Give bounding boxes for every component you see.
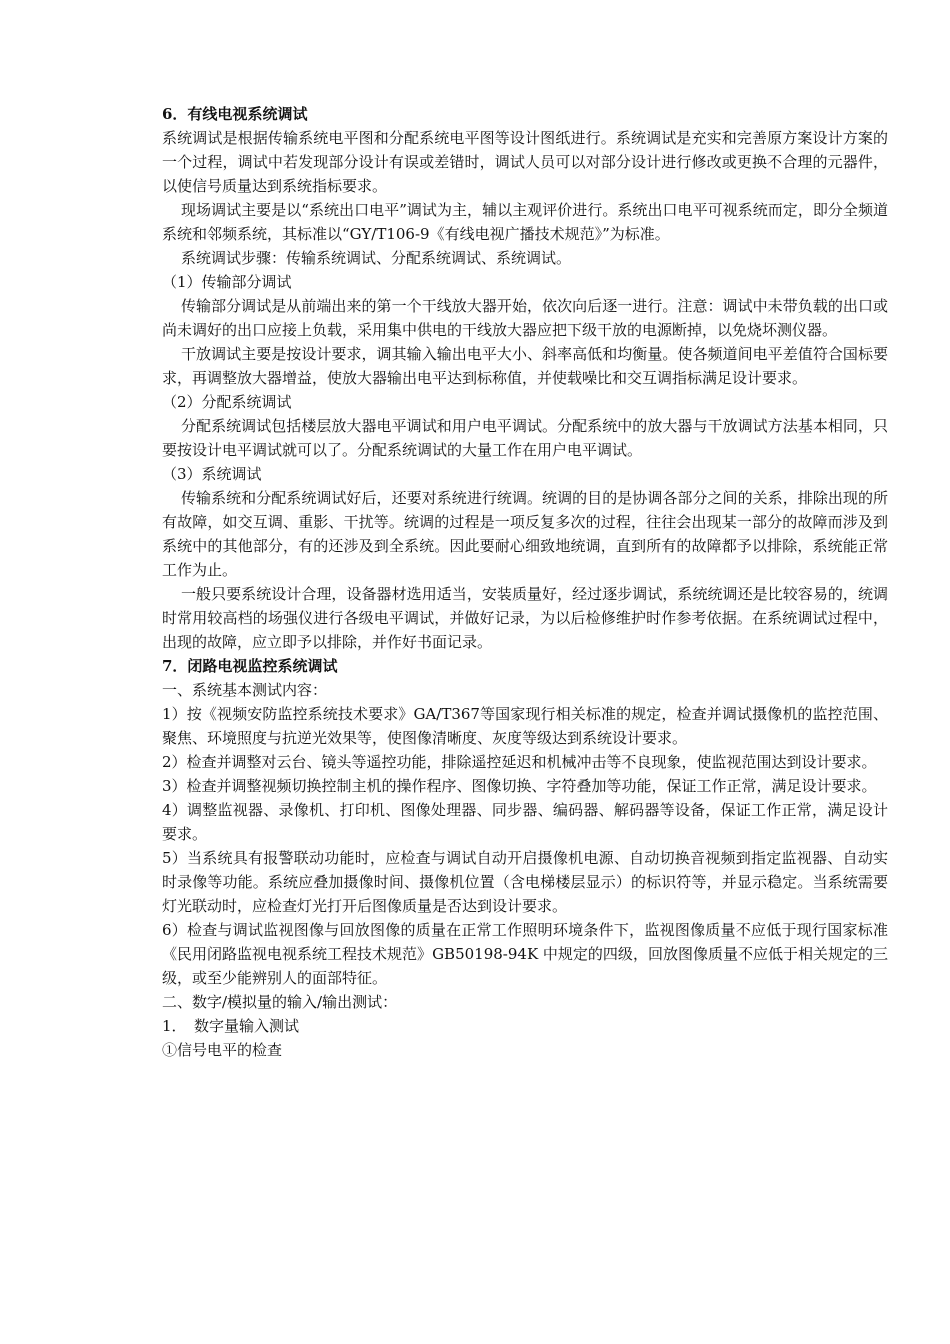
paragraph: 分配系统调试包括楼层放大器电平调试和用户电平调试。分配系统中的放大器与干放调试方法基本相同，只要按设计电平调试就可以了。分配系统调试的大量工作在用户电平调试。 xyxy=(162,417,888,459)
section-heading-6: 6．有线电视系统调试 xyxy=(162,105,308,123)
document-body xyxy=(162,102,888,1062)
subsection-heading: （1）传输部分调试 xyxy=(162,273,292,291)
paragraph: 系统调试步骤：传输系统调试、分配系统调试、系统调试。 xyxy=(181,249,572,267)
list-item: 1． 数字量输入测试 xyxy=(162,1017,300,1035)
list-item: 6）检查与调试监视图像与回放图像的质量在正常工作照明环境条件下，监视图像质量不应低于现行国家标准《民用闭路监视电视系统工程技术规范》GB50198-94K 中规定的四级，回放图像质量不应低于相关规定的三级，或至少能辨别人的面部特征。 xyxy=(162,921,888,987)
subsection-heading: （3）系统调试 xyxy=(162,465,262,483)
list-item: 2）检查并调整对云台、镜头等遥控功能，排除遥控延迟和机械冲击等不良现象，使监视范围达到设计要求。 xyxy=(162,753,877,771)
list-item: ①信号电平的检查 xyxy=(162,1041,283,1059)
list-item: 4）调整监视器、录像机、打印机、图像处理器、同步器、编码器、解码器等设备，保证工作正常，满足设计要求。 xyxy=(162,801,888,843)
list-item: 3）检查并调整视频切换控制主机的操作程序、图像切换、字符叠加等功能，保证工作正常，满足设计要求。 xyxy=(162,777,877,795)
paragraph: 一般只要系统设计合理，设备器材选用适当，安装质量好，经过逐步调试，系统统调还是比较容易的，统调时常用较高档的场强仪进行各级电平调试，并做好记录，为以后检修维护时作参考依据。在系统调试过程中，出现的故障，应立即予以排除，并作好书面记录。 xyxy=(162,585,888,651)
paragraph: 干放调试主要是按设计要求，调其输入输出电平大小、斜率高低和均衡量。使各频道间电平差值符合国标要求，再调整放大器增益，使放大器输出电平达到标称值，并使载噪比和交互调指标满足设计要求。 xyxy=(162,345,888,387)
list-item: 1）按《视频安防监控系统技术要求》GA/T367等国家现行相关标准的规定，检查并调试摄像机的监控范围、聚焦、环境照度与抗逆光效果等，使图像清晰度、灰度等级达到系统设计要求。 xyxy=(162,705,888,747)
subsection-heading: 二、数字/模拟量的输入/输出测试： xyxy=(162,993,398,1011)
subsection-heading: 一、系统基本测试内容： xyxy=(162,681,328,699)
list-item: 5）当系统具有报警联动功能时，应检查与调试自动开启摄像机电源、自动切换音视频到指定监视器、自动实时录像等功能。系统应叠加摄像时间、摄像机位置（含电梯楼层显示）的标识符等，并显示稳定。当系统需要灯光联动时，应检查灯光打开后图像质量是否达到设计要求。 xyxy=(162,849,888,915)
paragraph: 现场调试主要是以“系统出口电平”调试为主，辅以主观评价进行。系统出口电平可视系统而定，即分全频道系统和邻频系统，其标准以“GY/T106-9《有线电视广播技术规范》”为标准。 xyxy=(162,201,888,243)
subsection-heading: （2）分配系统调试 xyxy=(162,393,292,411)
section-heading-7: 7．闭路电视监控系统调试 xyxy=(162,657,338,675)
paragraph: 系统调试是根据传输系统电平图和分配系统电平图等设计图纸进行。系统调试是充实和完善原方案设计方案的一个过程，调试中若发现部分设计有误或差错时，调试人员可以对部分设计进行修改或更换不合理的元器件，以使信号质量达到系统指标要求。 xyxy=(162,129,888,195)
paragraph: 传输部分调试是从前端出来的第一个干线放大器开始，依次向后逐一进行。注意：调试中未带负载的出口或尚未调好的出口应接上负载，采用集中供电的干线放大器应把下级干放的电源断掉，以免烧坏测仪器。 xyxy=(162,297,888,339)
paragraph: 传输系统和分配系统调试好后，还要对系统进行统调。统调的目的是协调各部分之间的关系，排除出现的所有故障，如交互调、重影、干扰等。统调的过程是一项反复多次的过程，往往会出现某一部分的故障而涉及到系统中的其他部分，有的还涉及到全系统。因此要耐心细致地统调，直到所有的故障都予以排除，系统能正常工作为止。 xyxy=(162,489,888,579)
